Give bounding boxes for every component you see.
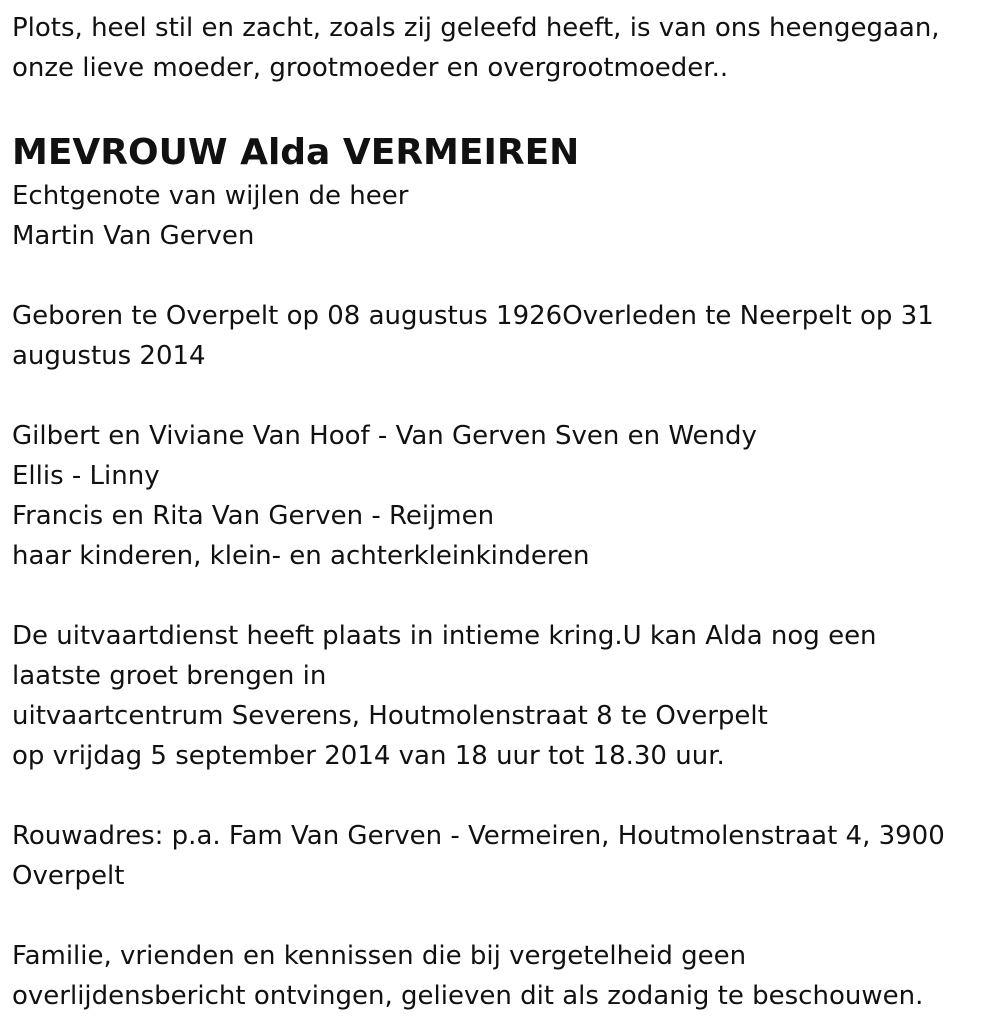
deceased-section	[12, 128, 988, 256]
service-line: laatste groet brengen in	[12, 661, 327, 691]
family-line: Gilbert en Viviane Van Hoof - Van Gerven Sven en Wendy	[12, 421, 757, 451]
service-paragraph	[12, 616, 988, 776]
address-paragraph	[12, 816, 988, 896]
family-paragraph	[12, 416, 988, 576]
intro-paragraph	[12, 8, 988, 88]
deceased-name: MEVROUW Alda VERMEIREN	[12, 132, 580, 173]
spouse-line: Martin Van Gerven	[12, 221, 255, 251]
dates-paragraph	[12, 296, 988, 376]
family-line: Francis en Rita Van Gerven - Reijmen	[12, 501, 495, 531]
service-line: uitvaartcentrum Severens, Houtmolenstraat 8 te Overpelt	[12, 701, 768, 731]
service-line: op vrijdag 5 september 2014 van 18 uur tot 18.30 uur.	[12, 741, 725, 771]
intro-line: Plots, heel stil en zacht, zoals zij geleefd heeft, is van ons heengegaan,	[12, 13, 940, 43]
dates-line: augustus 2014	[12, 341, 206, 371]
dates-line: Geboren te Overpelt op 08 augustus 1926Overleden te Neerpelt op 31	[12, 301, 934, 331]
intro-line: onze lieve moeder, grootmoeder en overgrootmoeder..	[12, 53, 729, 83]
closing-line: Familie, vrienden en kennissen die bij vergetelheid geen	[12, 941, 747, 971]
family-line: haar kinderen, klein- en achterkleinkinderen	[12, 541, 590, 571]
spouse-line: Echtgenote van wijlen de heer	[12, 181, 409, 211]
address-line: Overpelt	[12, 861, 125, 891]
address-line: Rouwadres: p.a. Fam Van Gerven - Vermeiren, Houtmolenstraat 4, 3900	[12, 821, 945, 851]
service-line: De uitvaartdienst heeft plaats in intieme kring.U kan Alda nog een	[12, 621, 877, 651]
closing-line: overlijdensbericht ontvingen, gelieven dit als zodanig te beschouwen.	[12, 981, 924, 1011]
family-line: Ellis - Linny	[12, 461, 160, 491]
closing-paragraph	[12, 936, 988, 1016]
